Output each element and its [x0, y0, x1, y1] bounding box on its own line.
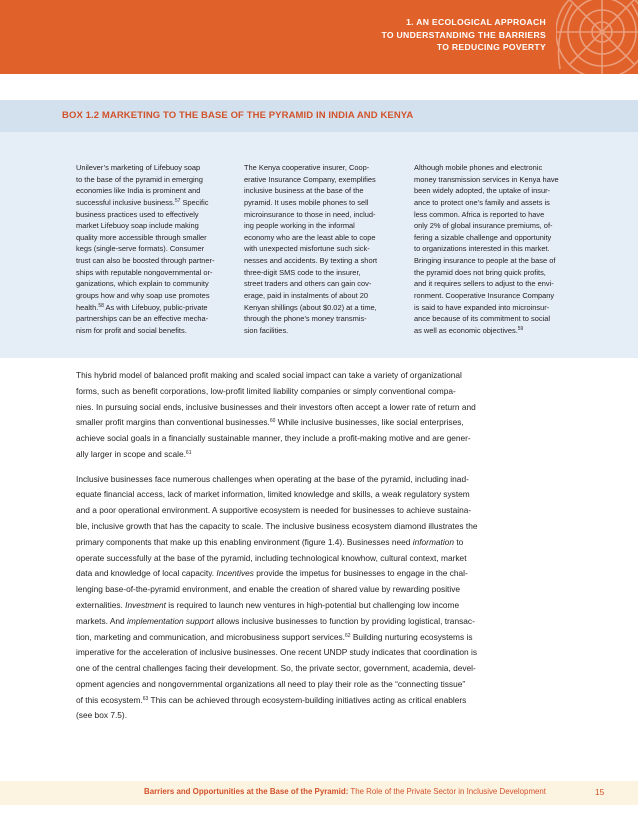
box-text-line: inclusive business at the base of the	[244, 186, 364, 196]
box-text-line: only 2% of global insurance premiums, of-	[414, 221, 553, 231]
chapter-title-line: TO UNDERSTANDING THE BARRIERS	[381, 29, 546, 40]
box-text-line: business practices used to effectively	[76, 209, 199, 219]
footnote-ref: 57	[174, 197, 181, 204]
box-text-line: to organizations interested in this market.	[414, 244, 550, 254]
box-text-line: microinsurance to those in need, includ-	[244, 209, 376, 219]
running-footer-title	[144, 787, 546, 796]
body-text-line: forms, such as benefit corporations, low-profit limited liability companies or simply conventional compa-	[76, 385, 456, 396]
footnote-ref: 62	[344, 632, 351, 639]
emphasis-text: Investment	[125, 599, 166, 610]
box-text-line: Kenyan shillings (about $0.02) at a time,	[244, 302, 377, 312]
body-text-line: nies. In pursuing social ends, inclusive businesses and their investors often accept a lower rate of return and	[76, 401, 476, 412]
footnote-ref: 59	[517, 325, 524, 332]
chapter-title-line: 1. AN ECOLOGICAL APPROACH	[406, 17, 546, 27]
box-text-line: nism for profit and social benefits.	[76, 325, 187, 335]
body-text-line: (see box 7.5).	[76, 710, 128, 721]
box-text-line: erage, paid in instalments of about 20	[244, 290, 369, 300]
body-text-line: achieve social goals in a financially sustainable manner, they include a profit-making motive and are gener-	[76, 433, 471, 444]
body-text-line: Inclusive businesses face numerous challenges when operating at the base of the pyramid, including inad-	[76, 473, 469, 484]
body-text-line: data and knowledge of local capacity. Incentives provide the impetus for businesses to engage in the chal-	[76, 568, 468, 579]
body-text-line: ally larger in scope and scale.$^{61}$	[76, 448, 192, 459]
box-text-line: through the phone’s money transmis-	[244, 314, 367, 324]
box-text-line: the pyramid does not bring quick profits,	[414, 267, 546, 277]
footnote-ref: 63	[142, 695, 149, 702]
box-column-india	[76, 162, 234, 336]
footer-title-rest: The Role of the Private Sector in Inclusive Development	[348, 787, 546, 796]
box-text-line: fering a sizable challenge and opportunity	[414, 232, 552, 242]
footnote-ref: 61	[185, 449, 192, 456]
box-text-line: ing people working in the informal	[244, 221, 355, 231]
footnote-ref: 60	[269, 418, 276, 425]
body-text-line: one of the central challenges facing their development. So, the private sector, government, academia, devel-	[76, 663, 476, 674]
box-text-line: ance because of its commitment to social	[414, 314, 551, 324]
box-text-line: market Lifebuoy soap include making	[76, 221, 199, 231]
box-text-line: trust can also be boosted through partner-	[76, 256, 215, 265]
box-title: BOX 1.2 MARKETING TO THE BASE OF THE PYRAMID IN INDIA AND KENYA	[62, 110, 414, 121]
body-text-line: lenging base-of-the-pyramid environment, and enable the creation of shared value by rewarding positive	[76, 584, 461, 595]
box-text-line: groups how and why soap use promotes	[76, 290, 210, 300]
box-text-line: successful inclusive business.$^{57}$ Specific	[76, 197, 209, 207]
chapter-title-line: TO REDUCING POVERTY	[436, 42, 546, 52]
sidebar-box	[0, 100, 638, 358]
chapter-title	[246, 16, 546, 54]
un-emblem-icon	[556, 0, 638, 74]
box-text-line: street traders and others can gain cov-	[244, 279, 372, 289]
box-text-line: partnerships can be an effective mecha-	[76, 314, 209, 324]
box-text-line: is said to have expanded into microinsur-	[414, 302, 550, 312]
body-text-line: imperative for the acceleration of inclusive businesses. One recent UNDP study indicates that coordination is	[76, 647, 478, 658]
box-text-line: kegs (single-serve formats). Consumer	[76, 244, 205, 254]
box-text-line: The Kenya cooperative insurer, Coop-	[244, 163, 370, 172]
body-text-line: markets. And implementation support allows inclusive businesses to function by providing logistical, transac-	[76, 615, 475, 626]
paragraph-gap	[76, 463, 556, 472]
box-column-insurance	[414, 162, 572, 336]
box-text-line: money transmission services in Kenya have	[414, 174, 559, 184]
box-text-line: ganizations, which explain to community	[76, 279, 209, 289]
body-text-line: This hybrid model of balanced profit making and scaled social impact can take a variety of organizational	[76, 370, 462, 380]
body-paragraph	[76, 472, 556, 725]
body-text-line: opment agencies and nongovernmental organizations all need to play their role as the “connecting tissue”	[76, 678, 466, 689]
box-title-strip	[0, 100, 638, 132]
box-text-line: been widely adopted, the uptake of insur-	[414, 186, 551, 196]
chapter-header-band	[0, 0, 638, 74]
box-text-line: erative Insurance Company, exemplifies	[244, 174, 376, 184]
box-text-line: Unilever’s marketing of Lifebuoy soap	[76, 163, 201, 172]
body-text-line: ble, inclusive growth that has the capacity to scale. The inclusive business ecosystem diamond illustrates the	[76, 521, 478, 532]
footer-title-bold: Barriers and Opportunities at the Base of the Pyramid:	[144, 787, 349, 796]
page-number: 15	[595, 787, 605, 797]
box-text-line: and it requires sellers to adjust to the envi-	[414, 279, 554, 289]
body-text	[76, 368, 556, 724]
box-text-line: Bringing insurance to people at the base of	[414, 256, 556, 265]
box-text-line: three-digit SMS code to the insurer,	[244, 267, 361, 277]
body-text-line: externalities. Investment is required to launch new ventures in high-potential but challenging low income	[76, 599, 460, 610]
emphasis-text: information	[412, 536, 454, 547]
body-paragraph	[76, 368, 556, 463]
box-text-line: ships with reputable nongovernmental or-	[76, 267, 213, 277]
box-text-line: nesses and accidents. By texting a short	[244, 256, 378, 265]
box-text-line: to the base of the pyramid in emerging	[76, 174, 203, 184]
box-text-line: less common. Africa is reported to have	[414, 209, 545, 219]
page-footer	[0, 781, 638, 805]
box-text-line: health.$^{58}$ As with Lifebuoy, public-private	[76, 302, 208, 312]
box-text-line: quality more accessible through smaller	[76, 232, 207, 242]
body-text-line: and a poor operational environment. A supportive ecosystem is needed for businesses to achieve sustaina-	[76, 505, 472, 516]
box-text-line: ance to protect one’s family and assets is	[414, 197, 550, 207]
box-text-line: sion facilities.	[244, 325, 289, 335]
body-text-line: equate financial access, lack of market information, limited knowledge and skills, a weak regulatory system	[76, 489, 470, 500]
box-text-line: economies like India is prominent and	[76, 186, 201, 196]
box-text-line: as well as economic objectives.$^{59}$	[414, 325, 524, 335]
emphasis-text: implementation support	[127, 615, 214, 626]
body-text-line: tion, marketing and communication, and microbusiness support services.$^{62}$ Building nurturing ecosystems is	[76, 631, 473, 642]
body-text-line: operate successfully at the base of the pyramid, including technological knowhow, cultural context, market	[76, 552, 467, 563]
box-text-line: ronment. Cooperative Insurance Company	[414, 290, 555, 300]
emphasis-text: Incentives	[216, 568, 254, 579]
body-text-line: smaller profit margins than conventional businesses.$^{60}$ While inclusive businesses, like social enterprises,	[76, 417, 464, 428]
footnote-ref: 58	[98, 302, 104, 309]
body-text-line: of this ecosystem.$^{63}$ This can be achieved through ecosystem-building initiatives acting as critical enablers	[76, 694, 467, 705]
body-text-line: primary components that make up this enabling environment (figure 1.4). Businesses need information to	[76, 536, 464, 547]
box-text-line: with unexpected misfortune such sick-	[244, 244, 370, 254]
box-text-line: economy who are the least able to cope	[244, 232, 376, 242]
box-column-kenya	[244, 162, 402, 336]
box-text-line: Although mobile phones and electronic	[414, 163, 543, 172]
box-text-line: pyramid. It uses mobile phones to sell	[244, 197, 369, 207]
